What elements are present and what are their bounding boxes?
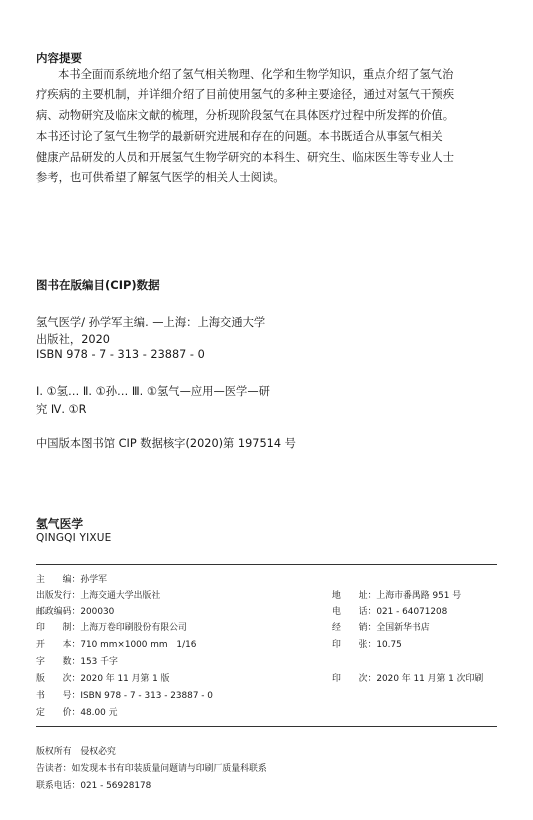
copyright-notice: 版权所有 侵权必究	[36, 747, 116, 757]
colophon-printing: 印 次：2020 年 11 月第 1 次印刷	[332, 674, 484, 684]
colophon-address: 地 址：上海市番禺路 951 号	[332, 591, 462, 601]
colophon-publisher: 出版发行：上海交通大学出版社	[36, 591, 161, 601]
colophon-distributor: 经 销：全国新华书店	[332, 623, 430, 633]
colophon-postcode: 邮政编码：200030	[36, 607, 115, 617]
cip-subject-line: Ⅰ. ①氢… Ⅱ. ①孙… Ⅲ. ①氢气—应用—医学—研	[36, 385, 270, 398]
colophon-printer: 印 制：上海万卷印刷股份有限公司	[36, 623, 187, 633]
colophon-wordcount: 字 数：153 千字	[36, 657, 118, 667]
colophon-editor: 主 编：孙学军	[36, 575, 107, 585]
book-pinyin: QINGQI YIXUE	[36, 532, 112, 544]
cip-entry-line: 氢气医学/ 孙学军主编. —上海：上海交通大学	[36, 316, 266, 329]
summary-line: 病、动物研究及临床文献的梳理，分析现阶段氢气在具体医疗过程中所发挥的价值。	[36, 109, 454, 122]
summary-line: 健康产品研发的人员和开展氢气生物学研究的本科生、研究生、临床医生等专业人士	[36, 151, 454, 164]
colophon-price: 定 价：48.00 元	[36, 708, 118, 718]
cip-subject-line: 究 Ⅳ. ①R	[36, 403, 87, 416]
summary-line: 本书全面而系统地介绍了氢气相关物理、化学和生物学知识，重点介绍了氢气治	[58, 68, 454, 81]
cip-record: 中国版本图书馆 CIP 数据核字(2020)第 197514 号	[36, 437, 296, 450]
reader-notice: 告读者：如发现本书有印装质量问题请与印刷厂质量科联系	[36, 764, 267, 774]
divider-top	[36, 564, 497, 565]
cip-isbn: ISBN 978 - 7 - 313 - 23887 - 0	[36, 348, 205, 361]
divider-bottom	[36, 726, 497, 727]
cip-heading: 图书在版编目(CIP)数据	[36, 278, 160, 292]
colophon-isbn: 书 号：ISBN 978 - 7 - 313 - 23887 - 0	[36, 691, 213, 701]
summary-line: 参考，也可供希望了解氢气医学的相关人士阅读。	[36, 171, 285, 184]
summary-heading: 内容提要	[36, 51, 82, 65]
book-title: 氢气医学	[36, 517, 84, 531]
colophon-phone: 电 话：021 - 64071208	[332, 607, 448, 617]
contact-phone: 联系电话：021 - 56928178	[36, 781, 152, 791]
summary-line: 疗疾病的主要机制，并详细介绍了目前使用氢气的多种主要途径，通过对氢气干预疾	[36, 88, 454, 101]
colophon-edition: 版 次：2020 年 11 月第 1 版	[36, 674, 170, 684]
summary-line: 本书还讨论了氢气生物学的最新研究进展和存在的问题。本书既适合从事氢气相关	[36, 130, 443, 143]
colophon-sheets: 印 张：10.75	[332, 640, 402, 650]
colophon-format: 开 本：710 mm×1000 mm 1/16	[36, 640, 197, 650]
cip-entry-line: 出版社，2020	[36, 333, 110, 346]
